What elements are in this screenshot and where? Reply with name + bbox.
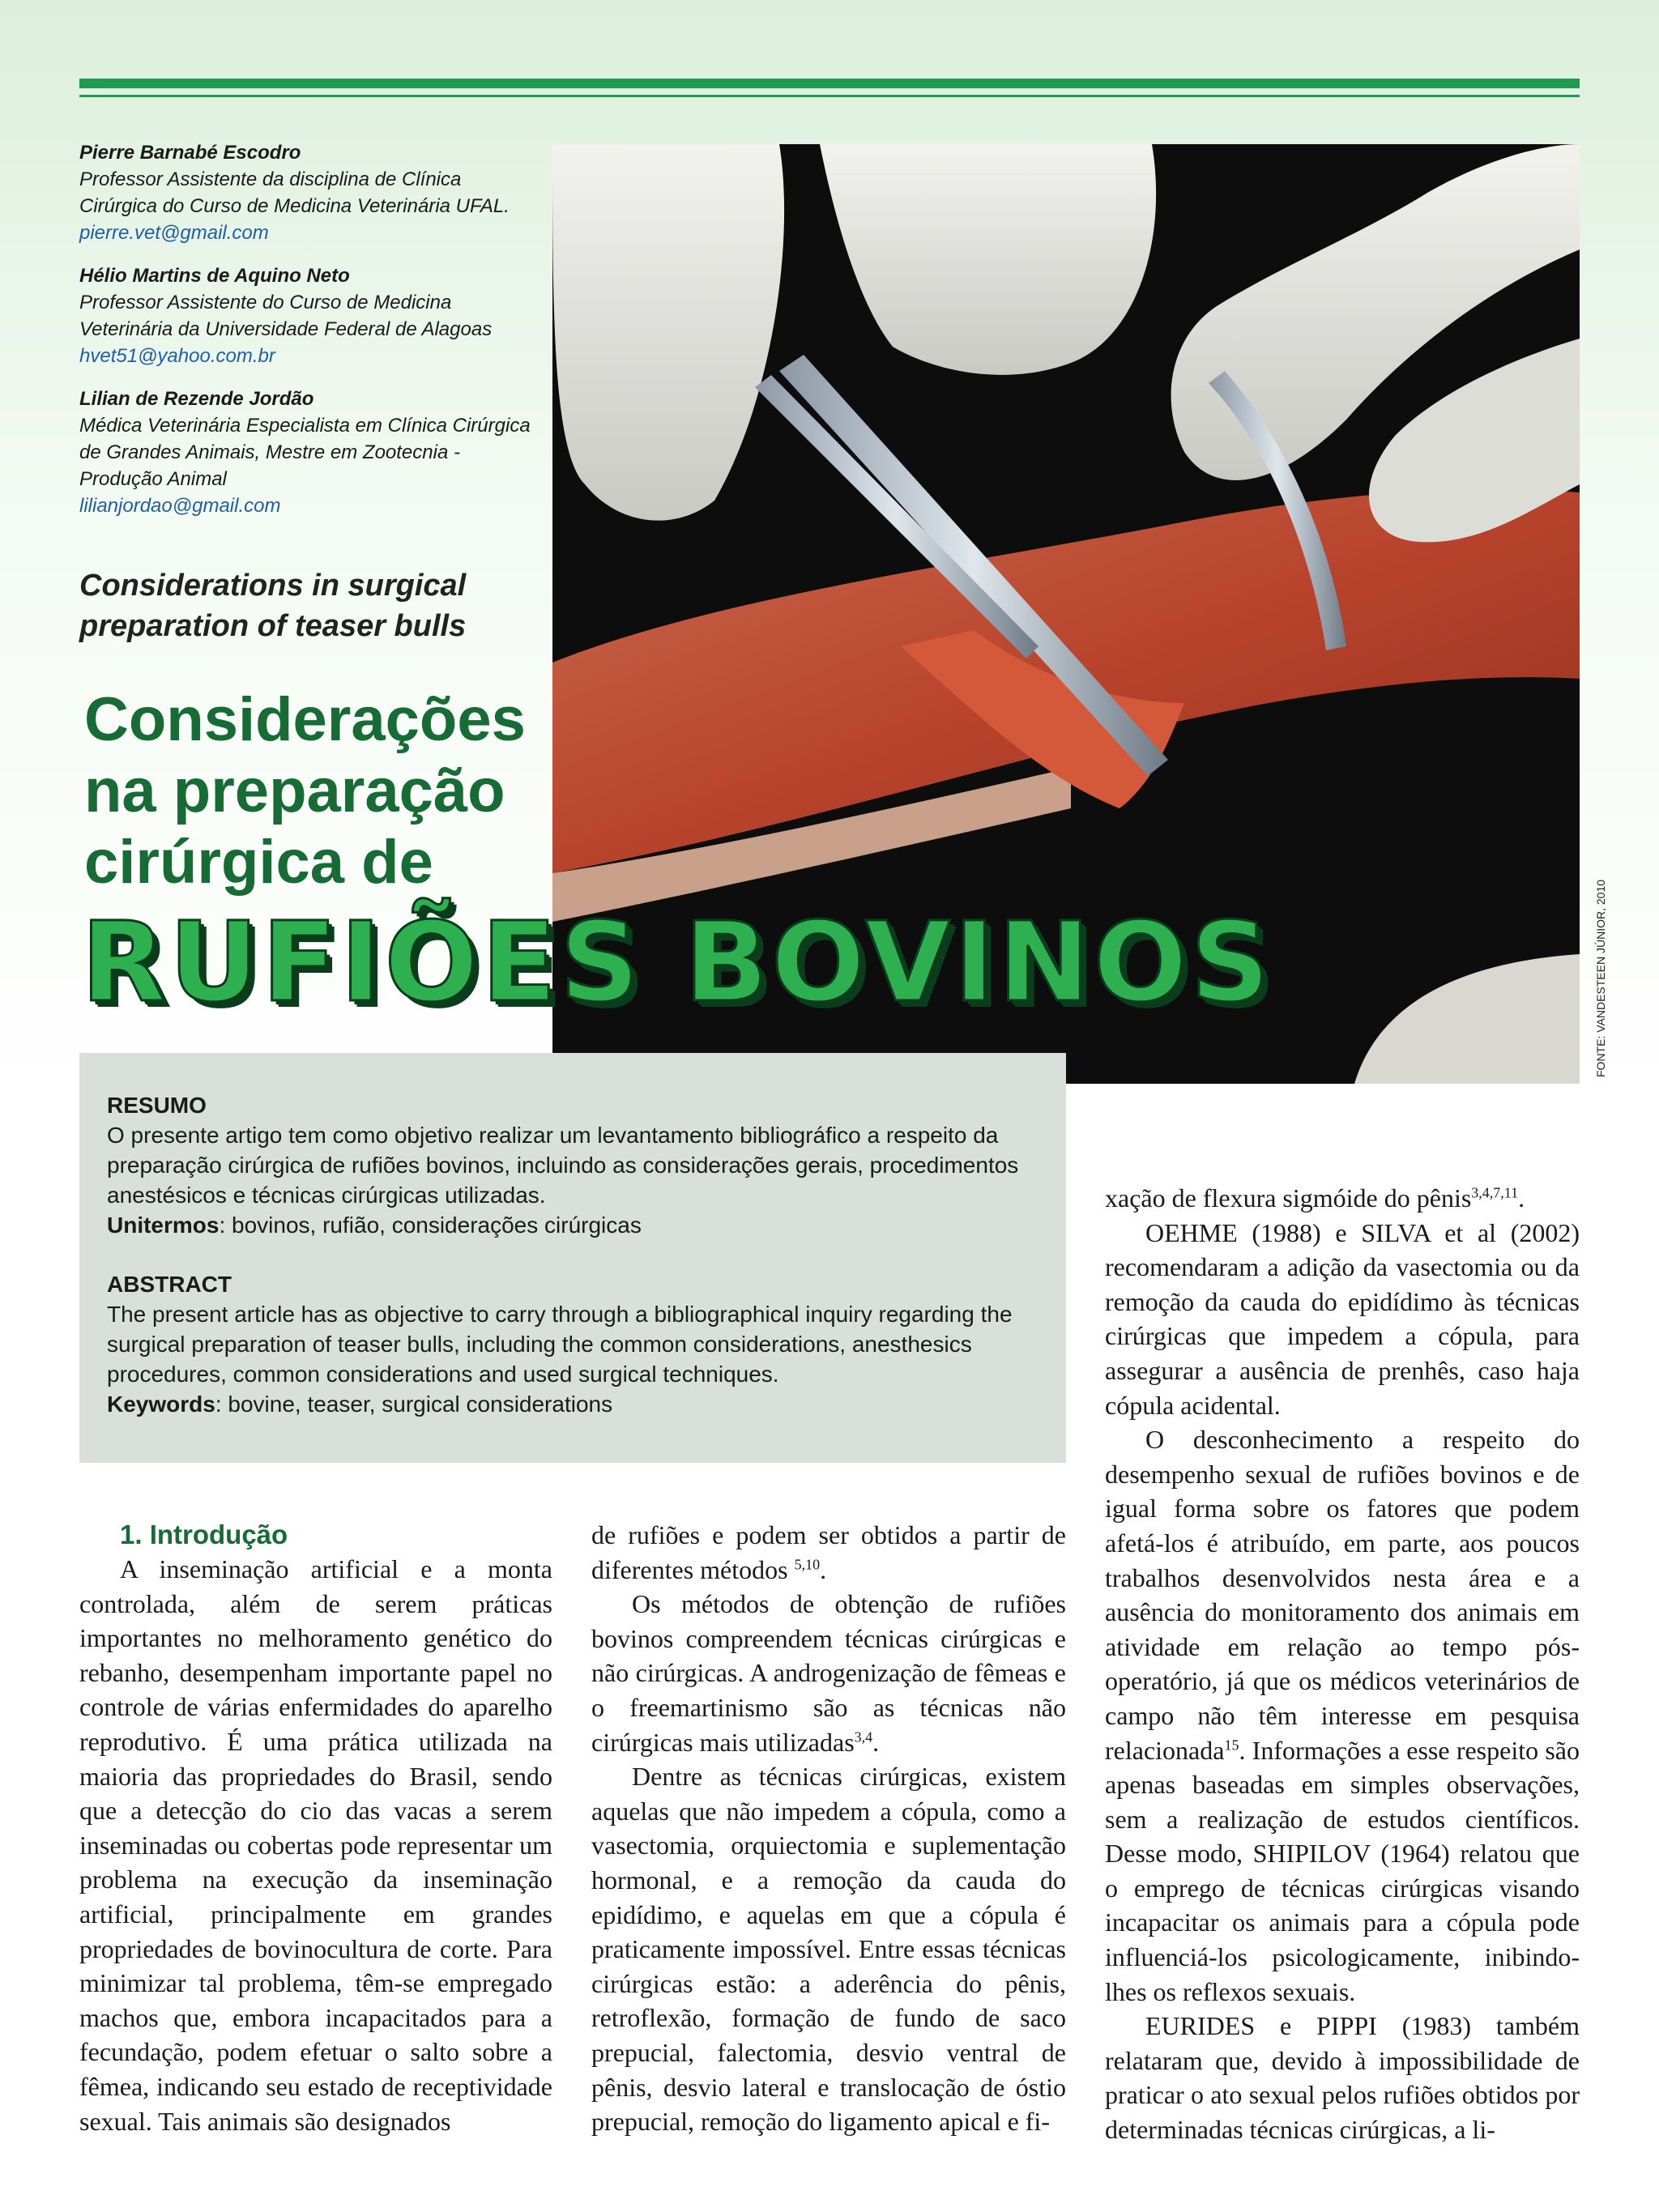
abstract-text: The present article has as objective to carry through a bibliographical inquiry regarding the surgical preparation of teaser bulls, including the common considerations, anesthesics procedures, common considerations and used surgical techniques. (107, 1302, 1013, 1387)
citation: 15 (1224, 1736, 1239, 1753)
paragraph: A inseminação artificial e a monta controlada, além de serem práticas importantes no melhoramento genético do rebanho, desempenham importante papel no controle de várias enfermidades do aparelho reprodutivo. É uma prática utilizada na maioria das propriedades do Brasil, sendo que a detecção do cio das vacas a serem inseminadas ou cobertas pode representar um problema na execução da inseminação artificial, principalmente em grandes propriedades de bovinocultura de corte. Para minimizar tal problema, têm-se empregado machos que, embora incapacitados para a fecundação, podem efetuar o salto sobre a fêmea, indicando seu estado de receptividade sexual. Tais animais são designados (79, 1554, 552, 2136)
unitermos-text: : bovinos, rufião, considerações cirúrgicas (219, 1213, 642, 1238)
paragraph-text: . Informações a esse respeito são apenas baseadas em simples observações, sem a realização de estudos científicos. Desse modo, SHIPILOV (1964) relatou que o emprego de técnicas cirúrgicas visando incapacitar os animais para a cópula pode influenciá-los psicologicamente, inibindo-lhes os reflexos sexuais. (1105, 1735, 1580, 2006)
keywords-label: Keywords (107, 1392, 215, 1417)
author-block (79, 139, 533, 535)
unitermos-line (107, 1210, 1047, 1240)
header-rule-thin (79, 95, 1580, 97)
paragraph: OEHME (1988) e SILVA et al (2002) recomendaram a adição da vasectomia ou da remoção da cauda do epidídimo às técnicas cirúrgicas que impedem a cópula, para assegurar a ausência de prenhês, caso haja cópula acidental. (1105, 1217, 1580, 1420)
resumo-text: O presente artigo tem como objetivo realizar um levantamento bibliográfico a respeito da preparação cirúrgica de rufiões bovinos, incluindo as considerações gerais, procedimentos anestésicos e técnicas cirúrgicas utilizadas. (107, 1123, 1019, 1208)
author-name: Hélio Martins de Aquino Neto (79, 265, 350, 287)
paragraph: Dentre as técnicas cirúrgicas, existem aquelas que não impedem a cópula, como a vasectomia, orquiectomia e suplementação hormonal, e a remoção da cauda do epidídimo, e aquelas em que a cópula é praticamente impossível. Entre essas técnicas cirúrgicas estão: a aderência do pênis, retroflexão, formação de fundo de saco prepucial, falectomia, desvio ventral de pênis, desvio lateral e translocação de óstio prepucial, remoção do ligamento apical e fi- (591, 1762, 1066, 2137)
portuguese-title (84, 684, 570, 898)
text-column-2 (591, 1518, 1066, 2139)
author-affiliation: Veterinária da Universidade Federal de Alagoas (79, 318, 493, 340)
text-column-3 (1105, 1181, 1580, 2147)
author-email[interactable]: hvet51@yahoo.com.br (79, 345, 275, 367)
author-1 (79, 139, 533, 246)
author-name: Lilian de Rezende Jordão (79, 388, 314, 410)
author-affiliation: Cirúrgica do Curso de Medicina Veterinária UFAL. (79, 195, 510, 217)
author-email[interactable]: lilianjordao@gmail.com (79, 495, 281, 517)
paragraph-text: xação de flexura sigmóide do pênis (1105, 1183, 1472, 1213)
paragraph-text: O desconhecimento a respeito do desempenho sexual de rufiões bovinos e de igual forma sobre os fatores que podem afetá-los é atribuído, em parte, aos poucos trabalhos desenvolvidos nesta área e a ausência do monitoramento dos animais em atividade em relação ao tempo pós-operatório, já que os médicos veterinários de campo não têm interesse em pesquisa relacionada (1105, 1425, 1580, 1765)
photo-credit: FONTE: VANDESTEEN JÚNIOR, 2010 (1594, 879, 1607, 1077)
citation: 3,4,7,11 (1471, 1184, 1519, 1201)
citation: 5,10 (794, 1555, 821, 1572)
author-affiliation: Professor Assistente do Curso de Medicina (79, 292, 452, 313)
main-title: RUFIÕES BOVINOS (81, 899, 1273, 1027)
abstract-content (107, 1090, 1047, 1419)
keywords-line (107, 1389, 1047, 1419)
author-affiliation: Médica Veterinária Especialista em Clínica Cirúrgica (79, 415, 531, 437)
keywords-text: : bovine, teaser, surgical considerations (215, 1392, 613, 1417)
author-3 (79, 386, 533, 519)
portuguese-title-line: na preparação (84, 757, 505, 825)
paragraph-text: de rufiões e podem ser obtidos a partir de diferentes métodos (591, 1520, 1066, 1584)
portuguese-title-line: cirúrgica de (84, 828, 433, 897)
author-name: Pierre Barnabé Escodro (79, 142, 301, 164)
paragraph-text: Os métodos de obtenção de rufiões bovinos compreendem técnicas cirúrgicas e não cirúrgicas. A androgenização de fêmeas e o freemartinismo são as técnicas não cirúrgicas mais utilizadas (591, 1589, 1066, 1757)
abstract-heading: ABSTRACT (107, 1272, 232, 1297)
author-email[interactable]: pierre.vet@gmail.com (79, 222, 269, 244)
section-heading: 1. Introdução (120, 1519, 288, 1549)
english-title (79, 565, 549, 646)
author-affiliation: Produção Animal (79, 468, 227, 490)
abstract-box (79, 1053, 1066, 1463)
portuguese-title-line: Considerações (84, 685, 526, 754)
header-rule-thick (79, 79, 1580, 88)
english-title-line: Considerations in surgical (79, 569, 467, 603)
author-affiliation: Professor Assistente da disciplina de Clínica (79, 168, 462, 190)
resumo-heading: RESUMO (107, 1093, 207, 1118)
paragraph: EURIDES e PIPPI (1983) também relataram que, devido à impossibilidade de praticar o ato sexual pelos rufiões obtidos por determinadas técnicas cirúrgicas, a li- (1105, 2011, 1580, 2145)
author-affiliation: de Grandes Animais, Mestre em Zootecnia - (79, 441, 460, 463)
unitermos-label: Unitermos (107, 1213, 220, 1238)
text-column-1 (79, 1518, 552, 2138)
citation: 3,4 (854, 1728, 873, 1745)
author-2 (79, 262, 533, 369)
english-title-line: preparation of teaser bulls (79, 609, 467, 643)
paragraph (1105, 1422, 1580, 2009)
paragraph: de rufiões e podem ser obtidos a partir de diferentes métodos $^{5,10}$. (591, 1520, 1066, 1584)
paragraph: xação de flexura sigmóide do pênis$^{3,4,7,11}$. (1105, 1183, 1525, 1213)
paragraph: Os métodos de obtenção de rufiões bovinos compreendem técnicas cirúrgicas e não cirúrgicas. A androgenização de fêmeas e o freemartinismo são as técnicas não cirúrgicas mais utilizadas$^{3,4}$. (591, 1589, 1066, 1757)
